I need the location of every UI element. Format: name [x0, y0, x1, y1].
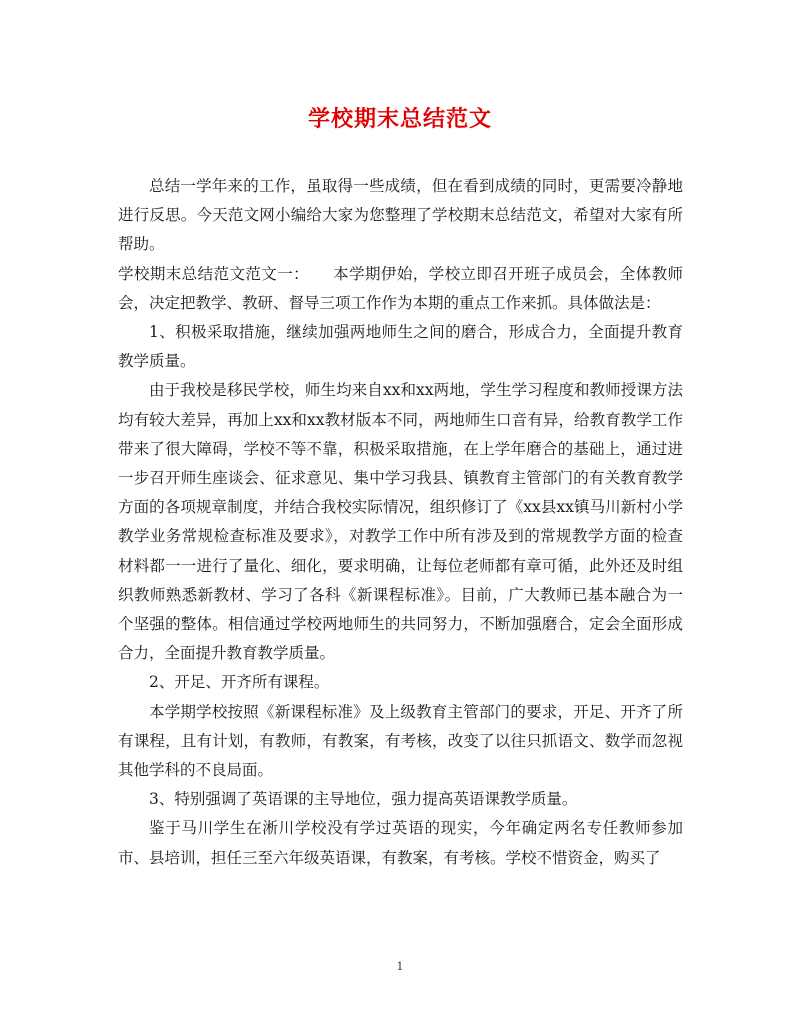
paragraph-point-3-detail: 鉴于马川学生在淅川学校没有学过英语的现实，今年确定两名专任教师参加市、县培训，担任三至六年级英语课，有教案，有考核。学校不惜资金，购买了	[118, 819, 683, 867]
page-number: 1	[396, 960, 404, 973]
paragraph-point-2-detail: 本学期学校按照《新课程标准》及上级教育主管部门的要求，开足、开齐了所有课程，且有计划，有教师，有教案，有考核，改变了以往只抓语文、数学而忽视其他学科的不良局面。	[118, 702, 683, 780]
paragraph-point-3: 3、特别强调了英语课的主导地位，强力提高英语课教学质量。	[149, 790, 578, 809]
paragraph-intro: 总结一学年来的工作，虽取得一些成绩，但在看到成绩的同时，更需要冷静地进行反思。今天范文网小编给大家为您整理了学校期末总结范文，希望对大家有所帮助。	[118, 177, 683, 254]
document-title: 学校期末总结范文	[307, 106, 492, 132]
paragraph-point-1: 1、积极采取措施，继续加强两地师生之间的磨合，形成合力，全面提升教育教学质量。	[118, 323, 683, 371]
document-body	[118, 172, 683, 873]
paragraph-point-1-detail: 由于我校是移民学校，师生均来自xx和xx两地，学生学习程度和教师授课方法均有较大差异，再加上xx和xx教材版本不同，两地师生口音有异，给教育教学工作带来了很大障碍，学校不等不靠，积极采取措施，在上学年磨合的基础上，通过进一步召开师生座谈会、征求意见、集中学习我县、镇教育主管部门的有关教育教学方面的各项规章制度，并结合我校实际情况，组织修订了《xx县xx镇马川新村小学教学业务常规检查标准及要求》，对教学工作中所有涉及到的常规教学方面的检查材料都一一进行了量化、细化，要求明确，让每位老师都有章可循，此外还及时组织教师熟悉新教材、学习了各科《新课程标准》。目前，广大教师已基本融合为一个坚强的整体。相信通过学校两地师生的共同努力，不断加强磨合，定会全面形成合力，全面提升教育教学质量。	[118, 381, 683, 663]
paragraph-sample-one: 学校期末总结范文范文一： 本学期伊始，学校立即召开班子成员会，全体教师会，决定把教学、教研、督导三项工作作为本期的重点工作来抓。具体做法是：	[118, 264, 683, 312]
paragraph-point-2: 2、开足、开齐所有课程。	[149, 673, 330, 692]
